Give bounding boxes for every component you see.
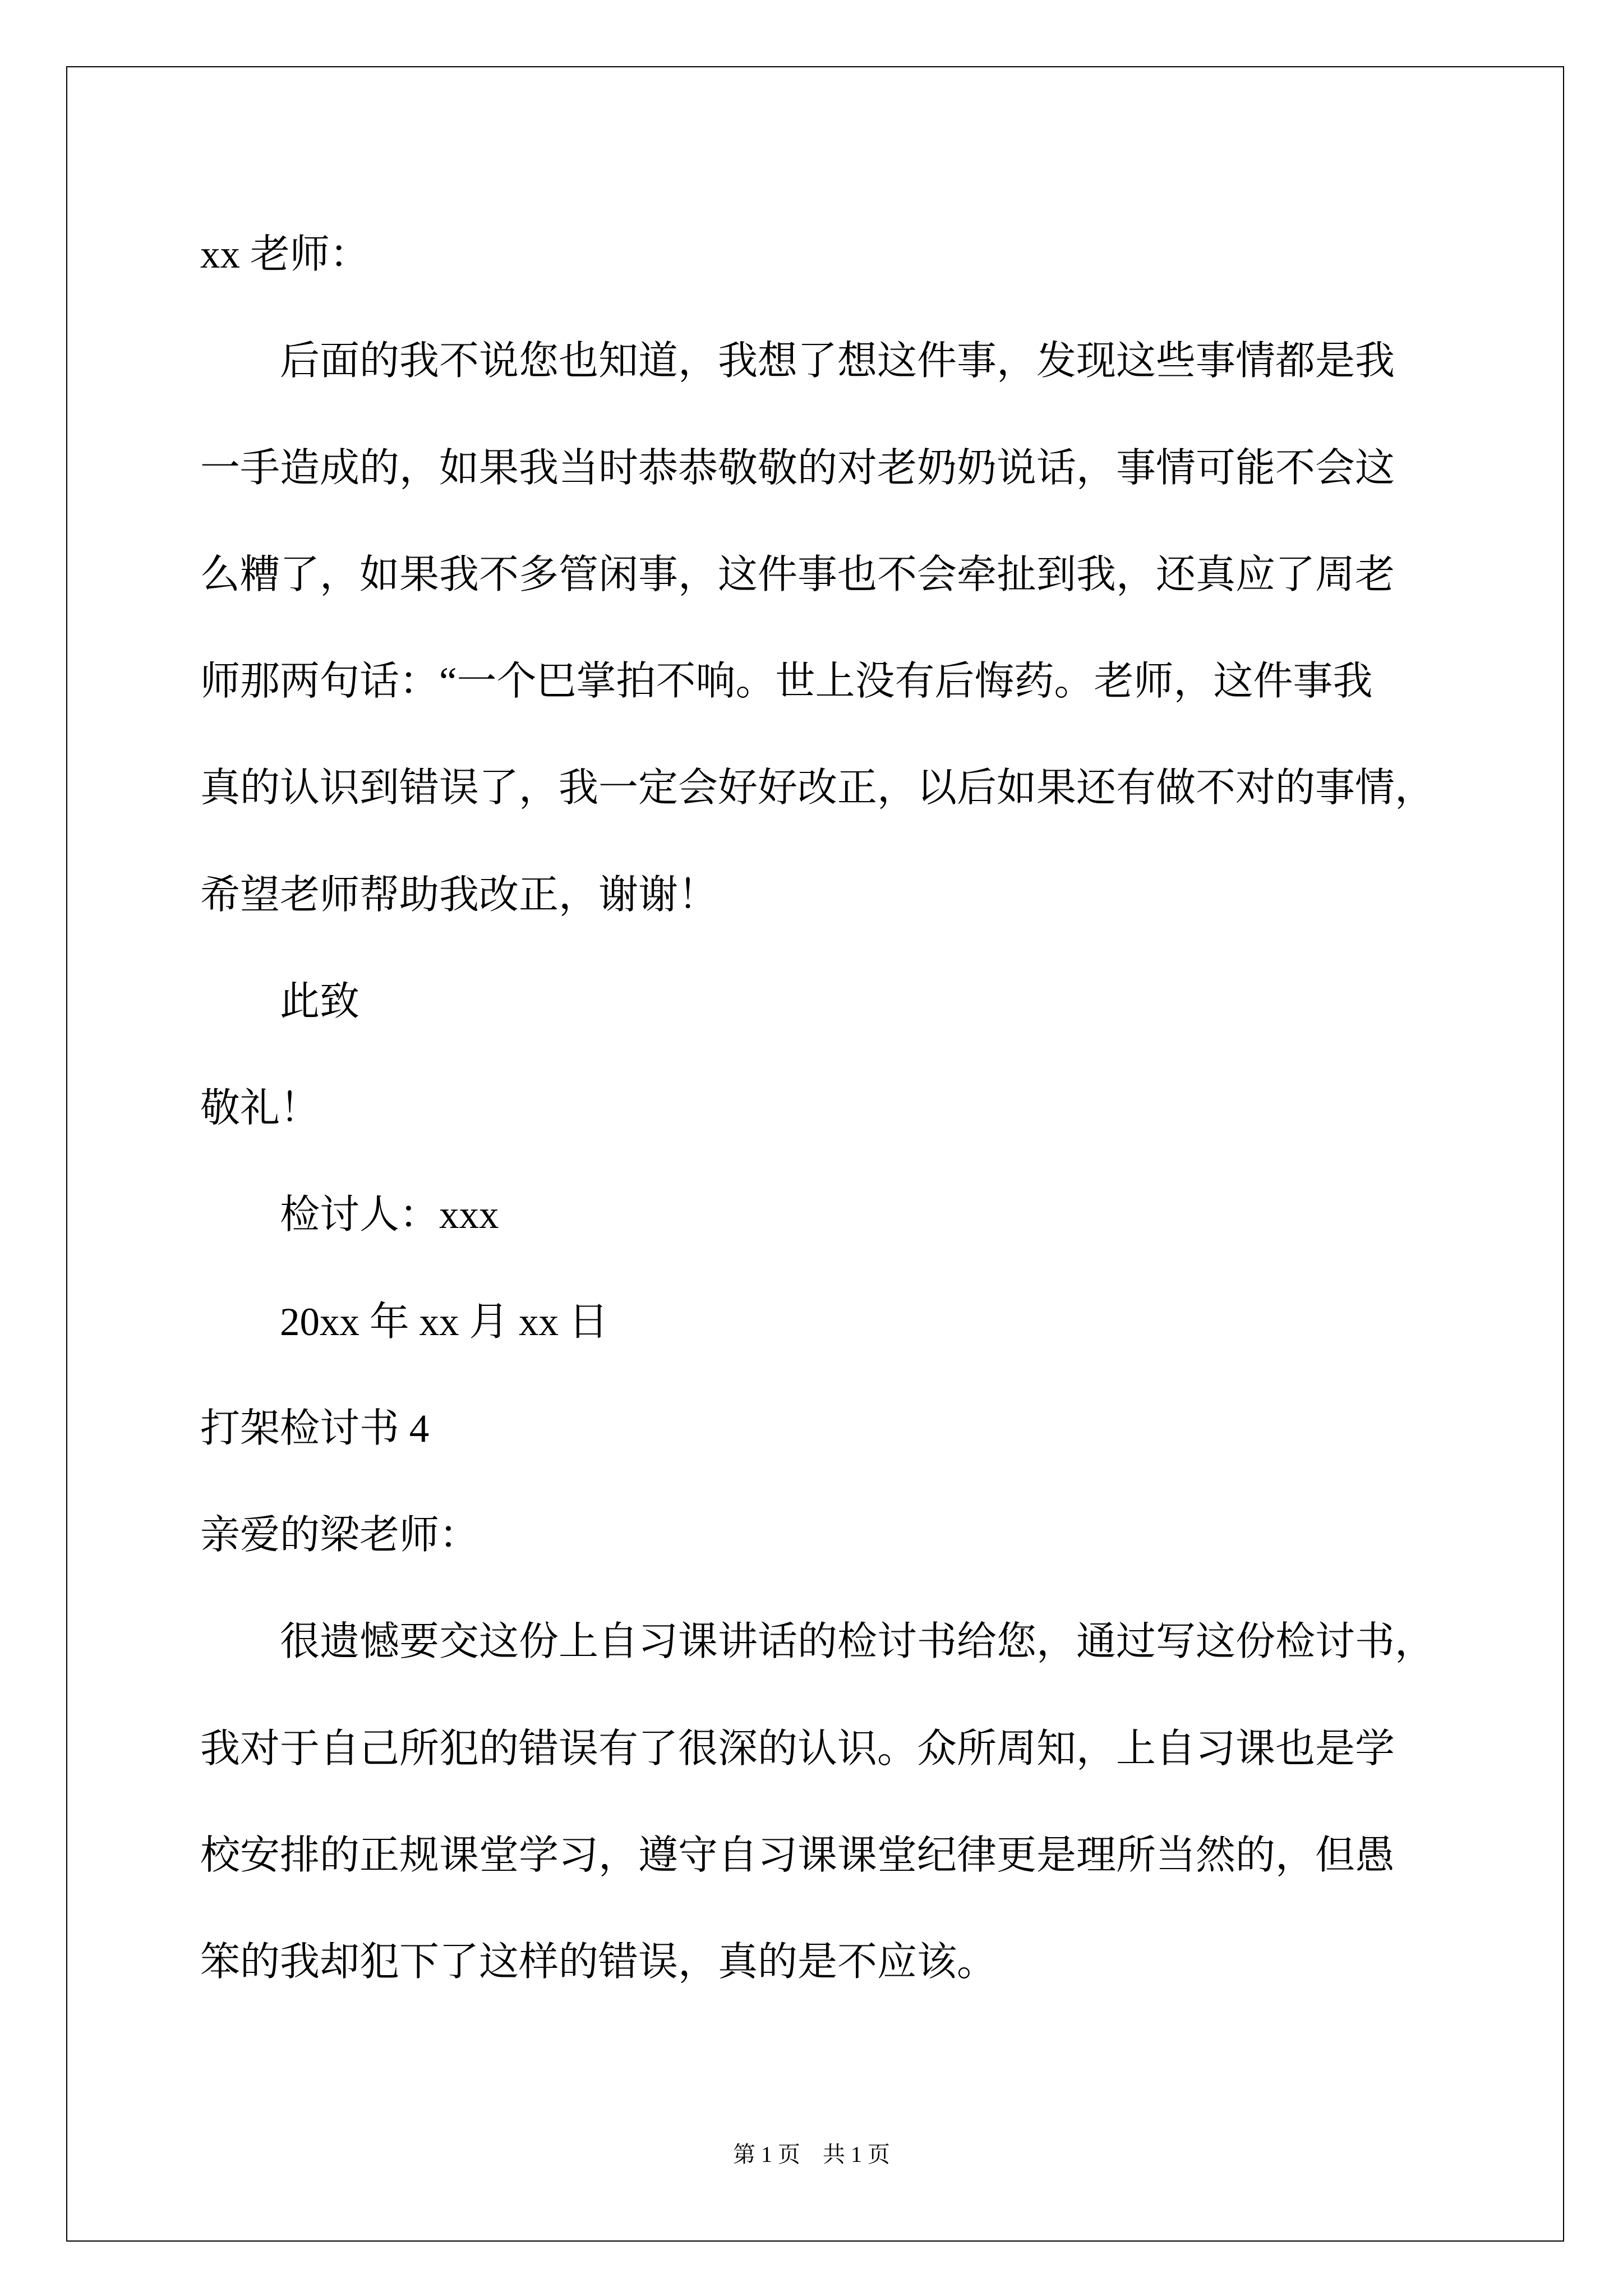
letter-1-regards: 敬礼！ xyxy=(200,1087,320,1130)
letter-1-signature: 检讨人：xxx xyxy=(280,1193,499,1237)
letter-1-closing: 此致 xyxy=(280,979,360,1024)
letter-1-salutation: xx 老师： xyxy=(200,233,370,277)
letter-1-date: 20xx 年 xx 月 xx 日 xyxy=(280,1300,608,1344)
letter-2-body-line: 我对于自己所犯的错误有了很深的认识。众所周知，上自习课也是学 xyxy=(200,1727,1395,1771)
letter-2-body-line: 很遗憾要交这份上自习课讲话的检讨书给您，通过写这份检讨书， xyxy=(280,1620,1435,1664)
letter-2-body-line: 校安排的正规课堂学习，遵守自习课课堂纪律更是理所当然的，但愚 xyxy=(200,1833,1395,1878)
letter-2-salutation: 亲爱的梁老师： xyxy=(200,1513,479,1557)
page-number-footer: 第 1 页 共 1 页 xyxy=(733,2142,890,2167)
letter-2-title: 打架检讨书 4 xyxy=(200,1406,430,1451)
letter-1-body-line: 一手造成的，如果我当时恭恭敬敬的对老奶奶说话，事情可能不会这 xyxy=(200,446,1395,490)
letter-1-body-line: 师那两句话：“一个巴掌拍不响。世上没有后悔药。老师，这件事我 xyxy=(200,660,1373,703)
document-body xyxy=(200,201,1535,2016)
letter-1-body-line: 真的认识到错误了，我一定会好好改正，以后如果还有做不对的事情， xyxy=(200,766,1435,811)
letter-1-body-line: 希望老师帮助我改正，谢谢！ xyxy=(200,873,718,917)
letter-1-body-line: 后面的我不说您也知道，我想了想这件事，发现这些事情都是我 xyxy=(280,339,1395,384)
letter-1-body-line: 么糟了，如果我不多管闲事，这件事也不会牵扯到我，还真应了周老 xyxy=(200,553,1395,597)
letter-2-body-line: 笨的我却犯下了这样的错误，真的是不应该。 xyxy=(200,1940,997,1984)
